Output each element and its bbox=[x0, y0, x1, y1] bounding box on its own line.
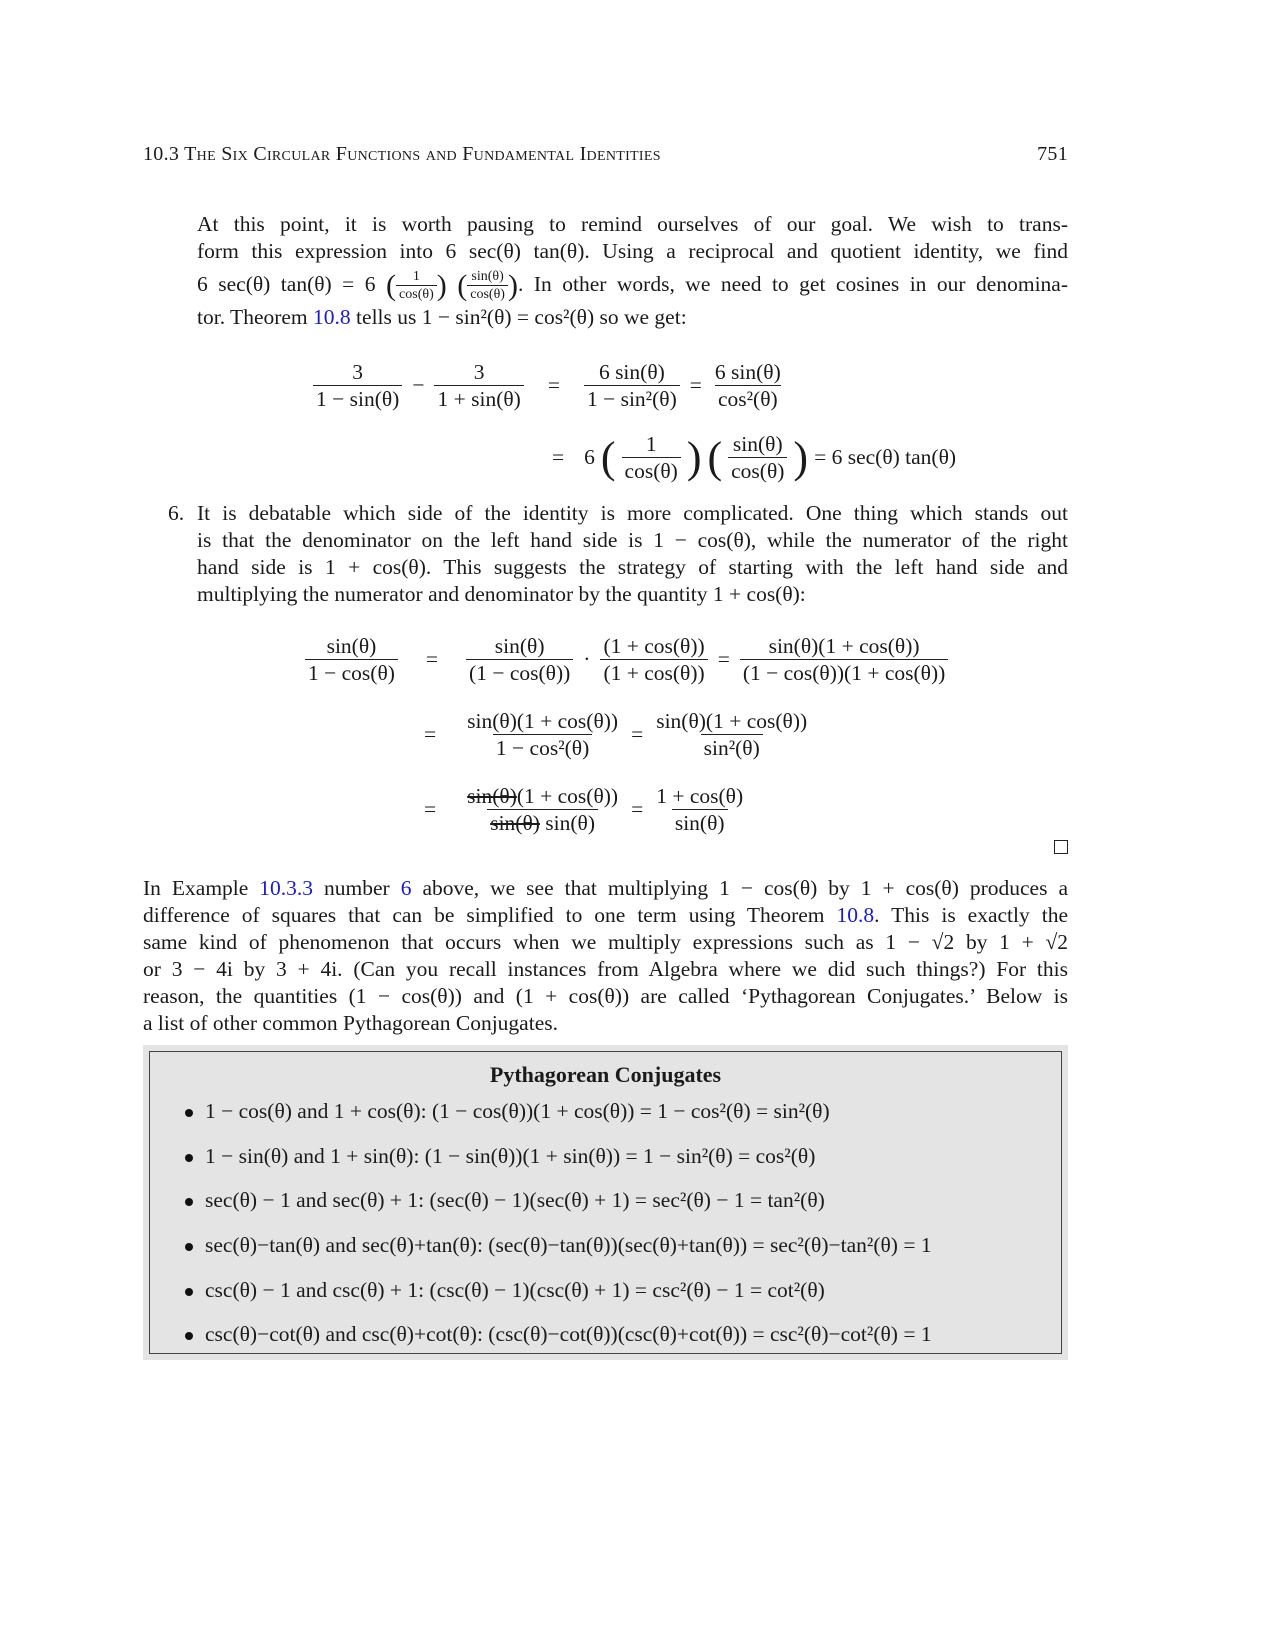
cancelled-factor: sin(θ) bbox=[467, 784, 517, 808]
equation-row: = 6 ( $\frac{1}{\cos(\theta)}$ ) ( $\frac{\sin(\theta)}{\cos(\theta)}$ ) = 6 sec(θ) tan(θ) bbox=[552, 432, 957, 483]
equation-row: = $\frac{\sin(\theta)(1 + \cos(\theta))}{\text{1 − cos²(θ)}}$ = $\frac{\sin(\theta)(1 + \cos(\theta))}{\text{sin²(θ)}}$ bbox=[424, 709, 810, 760]
equation-row: = $\frac{\sin(\theta)(1 + \cos(\theta))}{\sin(\theta) \sin(\theta)}$ = $\frac{1 + \cos(\theta)}{\sin(\theta)}$ bbox=[424, 784, 746, 835]
list-item: 1 − sin(θ) and 1 + sin(θ): (1 − sin(θ))(1 + sin(θ)) = 1 − sin²(θ) = cos²(θ) bbox=[185, 1144, 815, 1169]
bullet-icon bbox=[185, 1288, 193, 1296]
running-header: 10.3 The Six Circular Functions and Fundamental Identities bbox=[143, 143, 661, 165]
fraction: $\frac{\sin(\theta)(1 + \cos(\theta))}{\sin(\theta) \sin(\theta)}$ bbox=[467, 784, 619, 835]
fraction: $\frac{1}{\cos(\theta)}$ bbox=[396, 269, 437, 303]
paragraph-line: It is debatable which side of the identity is more complicated. One thing which stands out bbox=[197, 501, 1068, 525]
equation-row: $\frac{3}{1 - \sin(\theta)}$ − $\frac{3}{1 + \sin(\theta)}$ = $\frac{6 \sin(\theta)}{\text{1 − sin²(θ)}}$ = $\frac{6 \sin(\theta)}{\text{cos²(θ)}}$ bbox=[313, 360, 784, 411]
fraction: $\frac{\sin(\theta)(1 + \cos(\theta))}{(1 - \cos(\theta))(1 + \cos(\theta))}$ bbox=[740, 634, 948, 685]
bullet-icon bbox=[185, 1332, 193, 1340]
text: . In other words, we need to get cosines in our denomina- bbox=[517, 272, 1069, 297]
paragraph-line: At this point, it is worth pausing to remind ourselves of our goal. We wish to trans- bbox=[197, 212, 1068, 236]
box-title: Pythagorean Conjugates bbox=[489, 1062, 722, 1087]
fraction: $\frac{\sin(\theta)(1 + \cos(\theta))}{\text{sin²(θ)}}$ bbox=[656, 709, 808, 760]
fraction: $\frac{1}{\cos(\theta)}$ bbox=[622, 432, 681, 483]
qed-box-icon bbox=[1054, 840, 1068, 854]
paragraph-line: hand side is 1 + cos(θ). This suggests the strategy of starting with the left hand side and bbox=[197, 555, 1068, 579]
text: 6 sec(θ) tan(θ) = 6 bbox=[197, 272, 376, 297]
fraction: $\frac{3}{1 - \sin(\theta)}$ bbox=[313, 360, 402, 411]
fraction: $\frac{3}{1 + \sin(\theta)}$ bbox=[434, 360, 523, 411]
fraction: $\frac{\sin(\theta)}{(1 - \cos(\theta))}$ bbox=[466, 634, 573, 685]
paragraph-line: a list of other common Pythagorean Conjugates. bbox=[143, 1011, 558, 1035]
paragraph-line: form this expression into 6 sec(θ) tan(θ). Using a reciprocal and quotient identity, we find bbox=[197, 239, 1068, 263]
list-item: sec(θ)−tan(θ) and sec(θ)+tan(θ): (sec(θ)−tan(θ))(sec(θ)+tan(θ)) = sec²(θ)−tan²(θ) = 1 bbox=[185, 1233, 932, 1258]
fraction: $\frac{\sin(\theta)(1 + \cos(\theta))}{\text{1 − cos²(θ)}}$ bbox=[467, 709, 619, 760]
equation-row: $\frac{\sin(\theta)}{1 - \cos(\theta)}$ = $\frac{\sin(\theta)}{(1 - \cos(\theta))}$ · $\frac{(1 + \cos(\theta))}{(1 + \cos(\theta))}$ = $\frac{\sin(\theta)(1 + \cos(\theta))}{(1 - \cos(\theta))(1 + \cos(\theta))}$ bbox=[305, 634, 948, 685]
example-link[interactable]: 10.3.3 bbox=[259, 876, 314, 900]
bullet-icon bbox=[185, 1243, 193, 1251]
bullet-icon bbox=[185, 1198, 193, 1206]
paragraph-line: reason, the quantities (1 − cos(θ)) and (1 + cos(θ)) are called ‘Pythagorean Conjugates.’ Below is bbox=[143, 984, 1068, 1008]
paragraph-line: In Example 10.3.3 number 6 above, we see that multiplying 1 − cos(θ) by 1 + cos(θ) produces a bbox=[143, 876, 1068, 900]
paragraph-line: tor. Theorem 10.8 tells us 1 − sin²(θ) = cos²(θ) so we get: bbox=[197, 305, 687, 329]
list-number: 6. bbox=[168, 501, 185, 525]
list-item: sec(θ) − 1 and sec(θ) + 1: (sec(θ) − 1)(sec(θ) + 1) = sec²(θ) − 1 = tan²(θ) bbox=[185, 1188, 825, 1213]
fraction: $\frac{6 \sin(\theta)}{\text{1 − sin²(θ)}}$ bbox=[584, 360, 680, 411]
bullet-icon bbox=[185, 1109, 193, 1117]
paragraph-line: 6 sec(θ) tan(θ) = 6 ( $\frac{1}{\cos(\theta)}$ ) ( $\frac{\sin(\theta)}{\cos(\theta)}$ ). In other words, we need to get cosines in our denomina- bbox=[197, 269, 1069, 303]
pythagorean-conjugates-box bbox=[143, 1045, 1068, 1360]
fraction: $\frac{\sin(\theta)}{\cos(\theta)}$ bbox=[467, 269, 508, 303]
paragraph-line: or 3 − 4i by 3 + 4i. (Can you recall instances from Algebra where we did such things?) For this bbox=[143, 957, 1068, 981]
bullet-icon bbox=[185, 1154, 193, 1162]
paragraph-line: multiplying the numerator and denominator by the quantity 1 + cos(θ): bbox=[197, 582, 806, 606]
paragraph-line: is that the denominator on the left hand side is 1 − cos(θ), while the numerator of the right bbox=[197, 528, 1068, 552]
list-item: 1 − cos(θ) and 1 + cos(θ): (1 − cos(θ))(1 + cos(θ)) = 1 − cos²(θ) = sin²(θ) bbox=[185, 1099, 830, 1124]
paragraph-line: same kind of phenomenon that occurs when we multiply expressions such as 1 − √2 by 1 + √2 bbox=[143, 930, 1068, 954]
fraction: $\frac{\sin(\theta)}{1 - \cos(\theta)}$ bbox=[305, 634, 398, 685]
item-link[interactable]: 6 bbox=[400, 876, 412, 900]
theorem-link[interactable]: 10.8 bbox=[313, 305, 351, 329]
list-item: csc(θ) − 1 and csc(θ) + 1: (csc(θ) − 1)(csc(θ) + 1) = csc²(θ) − 1 = cot²(θ) bbox=[185, 1278, 825, 1303]
fraction: $\frac{1 + \cos(\theta)}{\sin(\theta)}$ bbox=[656, 784, 744, 835]
fraction: $\frac{6 \sin(\theta)}{\text{cos²(θ)}}$ bbox=[714, 360, 781, 411]
page-number: 751 bbox=[1037, 143, 1068, 165]
theorem-link[interactable]: 10.8 bbox=[836, 903, 875, 927]
list-item: csc(θ)−cot(θ) and csc(θ)+cot(θ): (csc(θ)−cot(θ))(csc(θ)+cot(θ)) = csc²(θ)−cot²(θ) = 1 bbox=[185, 1322, 932, 1347]
paragraph-line: difference of squares that can be simplified to one term using Theorem 10.8. This is exactly the bbox=[143, 903, 1069, 927]
fraction: $\frac{(1 + \cos(\theta))}{(1 + \cos(\theta))}$ bbox=[600, 634, 707, 685]
cancelled-factor: sin(θ) bbox=[490, 810, 540, 835]
fraction: $\frac{\sin(\theta)}{\cos(\theta)}$ bbox=[728, 432, 787, 483]
